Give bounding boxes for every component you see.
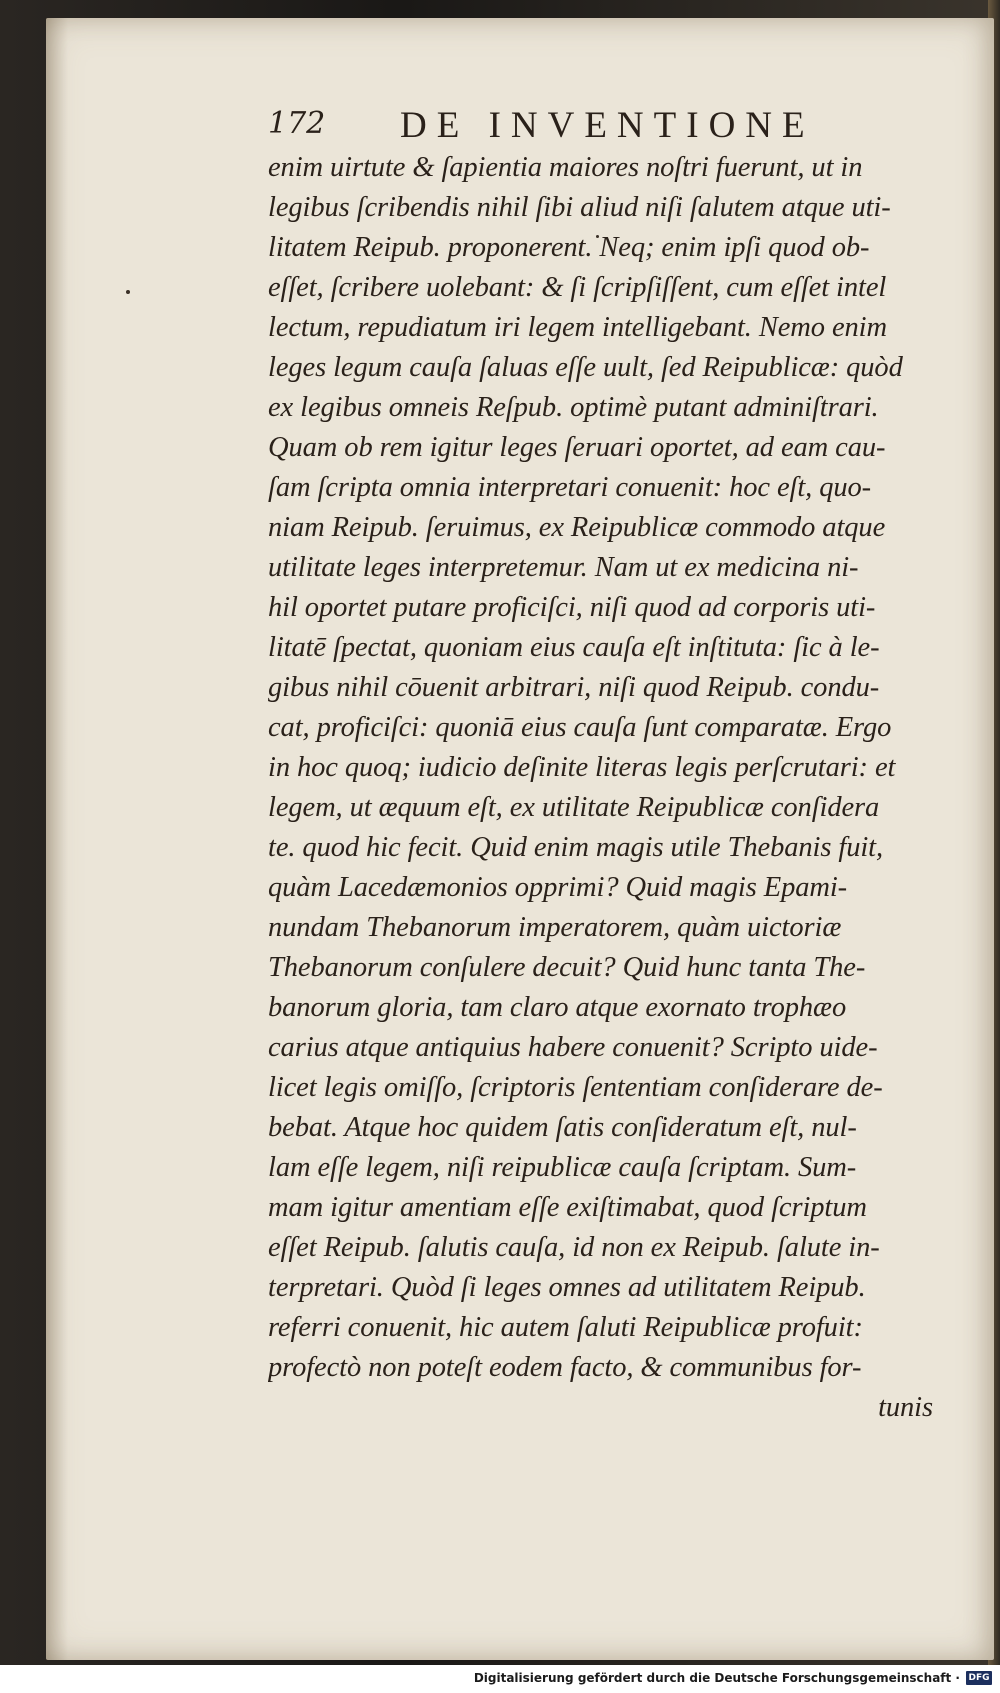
catchword: tunis <box>878 1392 933 1423</box>
text-line: litatem Reipub. proponerent. Neq; enim ipſi quod ob- <box>268 232 870 263</box>
text-line: referri conuenit, hic autem ſaluti Reipublicæ profuit: <box>268 1312 863 1343</box>
text-line: terpretari. Quòd ſi leges omnes ad utilitatem Reipub. <box>268 1272 866 1303</box>
text-line: Thebanorum conſulere decuit? Quid hunc tanta The- <box>268 952 866 983</box>
text-line: mam igitur amentiam eſſe exiſtimabat, quod ſcriptum <box>268 1192 867 1223</box>
text-line: ſam ſcripta omnia interpretari conuenit: hoc eſt, quo- <box>268 472 872 503</box>
text-line: Quam ob rem igitur leges ſeruari oportet, ad eam cau- <box>268 432 886 463</box>
ink-speck <box>126 290 130 294</box>
text-line: te. quod hic fecit. Quid enim magis utile Thebanis fuit, <box>268 832 883 863</box>
text-line: profectò non poteſt eodem facto, & communibus for- <box>268 1352 862 1383</box>
page-number: 172 <box>268 106 326 141</box>
text-line: lam eſſe legem, niſi reipublicæ cauſa ſcriptam. Sum- <box>268 1152 857 1183</box>
text-line: banorum gloria, tam claro atque exornato trophæo <box>268 992 847 1023</box>
footer-credit: Digitalisierung gefördert durch die Deutsche Forschungsgemeinschaft · <box>473 1671 960 1685</box>
text-line: eſſet, ſcribere uolebant: & ſi ſcripſiſſent, cum eſſet intel <box>268 272 887 303</box>
text-line: licet legis omiſſo, ſcriptoris ſententiam conſiderare de- <box>268 1072 883 1103</box>
text-line: carius atque antiquius habere conuenit? Scripto uide- <box>268 1032 878 1063</box>
text-line: in hoc quoq; iudicio deſinite literas legis perſcrutari: et <box>268 752 896 783</box>
text-line: lectum, repudiatum iri legem intelligebant. Nemo enim <box>268 312 887 343</box>
text-line: enim uirtute & ſapientia maiores noſtri fuerunt, ut in <box>268 152 863 183</box>
text-line: legem, ut æquum eſt, ex utilitate Reipublicæ conſidera <box>268 792 880 823</box>
text-line: gibus nihil cōuenit arbitrari, niſi quod Reipub. condu- <box>268 672 880 703</box>
text-line: cat, proficiſci: quoniā eius cauſa ſunt comparatæ. Ergo <box>268 712 892 743</box>
running-head: DE INVENTIONE <box>400 105 815 146</box>
text-line: nundam Thebanorum imperatorem, quàm uictoriæ <box>268 912 842 943</box>
text-line: quàm Lacedæmonios opprimi? Quid magis Epami- <box>268 872 848 903</box>
text-line: litatē ſpectat, quoniam eius cauſa eſt inſtituta: ſic à le- <box>268 632 880 663</box>
text-line: ex legibus omneis Reſpub. optimè putant adminiſtrari. <box>268 392 879 423</box>
text-line: legibus ſcribendis nihil ſibi aliud niſi ſalutem atque uti- <box>268 192 891 223</box>
text-line: leges legum cauſa ſaluas eſſe uult, ſed Reipublicæ: quòd <box>268 352 903 383</box>
text-line: hil oportet putare proficiſci, niſi quod ad corporis uti- <box>268 592 876 623</box>
text-line: eſſet Reipub. ſalutis cauſa, id non ex Reipub. ſalute in- <box>268 1232 880 1263</box>
text-line: bebat. Atque hoc quidem ſatis conſideratum eſt, nul- <box>268 1112 857 1143</box>
digitization-footer <box>0 1665 1000 1693</box>
page-gutter-shadow <box>46 18 68 1660</box>
dfg-logo: DFG <box>966 1671 992 1685</box>
text-line: utilitate leges interpretemur. Nam ut ex medicina ni- <box>268 552 859 583</box>
body-text <box>268 148 933 1428</box>
text-line: niam Reipub. ſeruimus, ex Reipublicæ commodo atque <box>268 512 886 543</box>
